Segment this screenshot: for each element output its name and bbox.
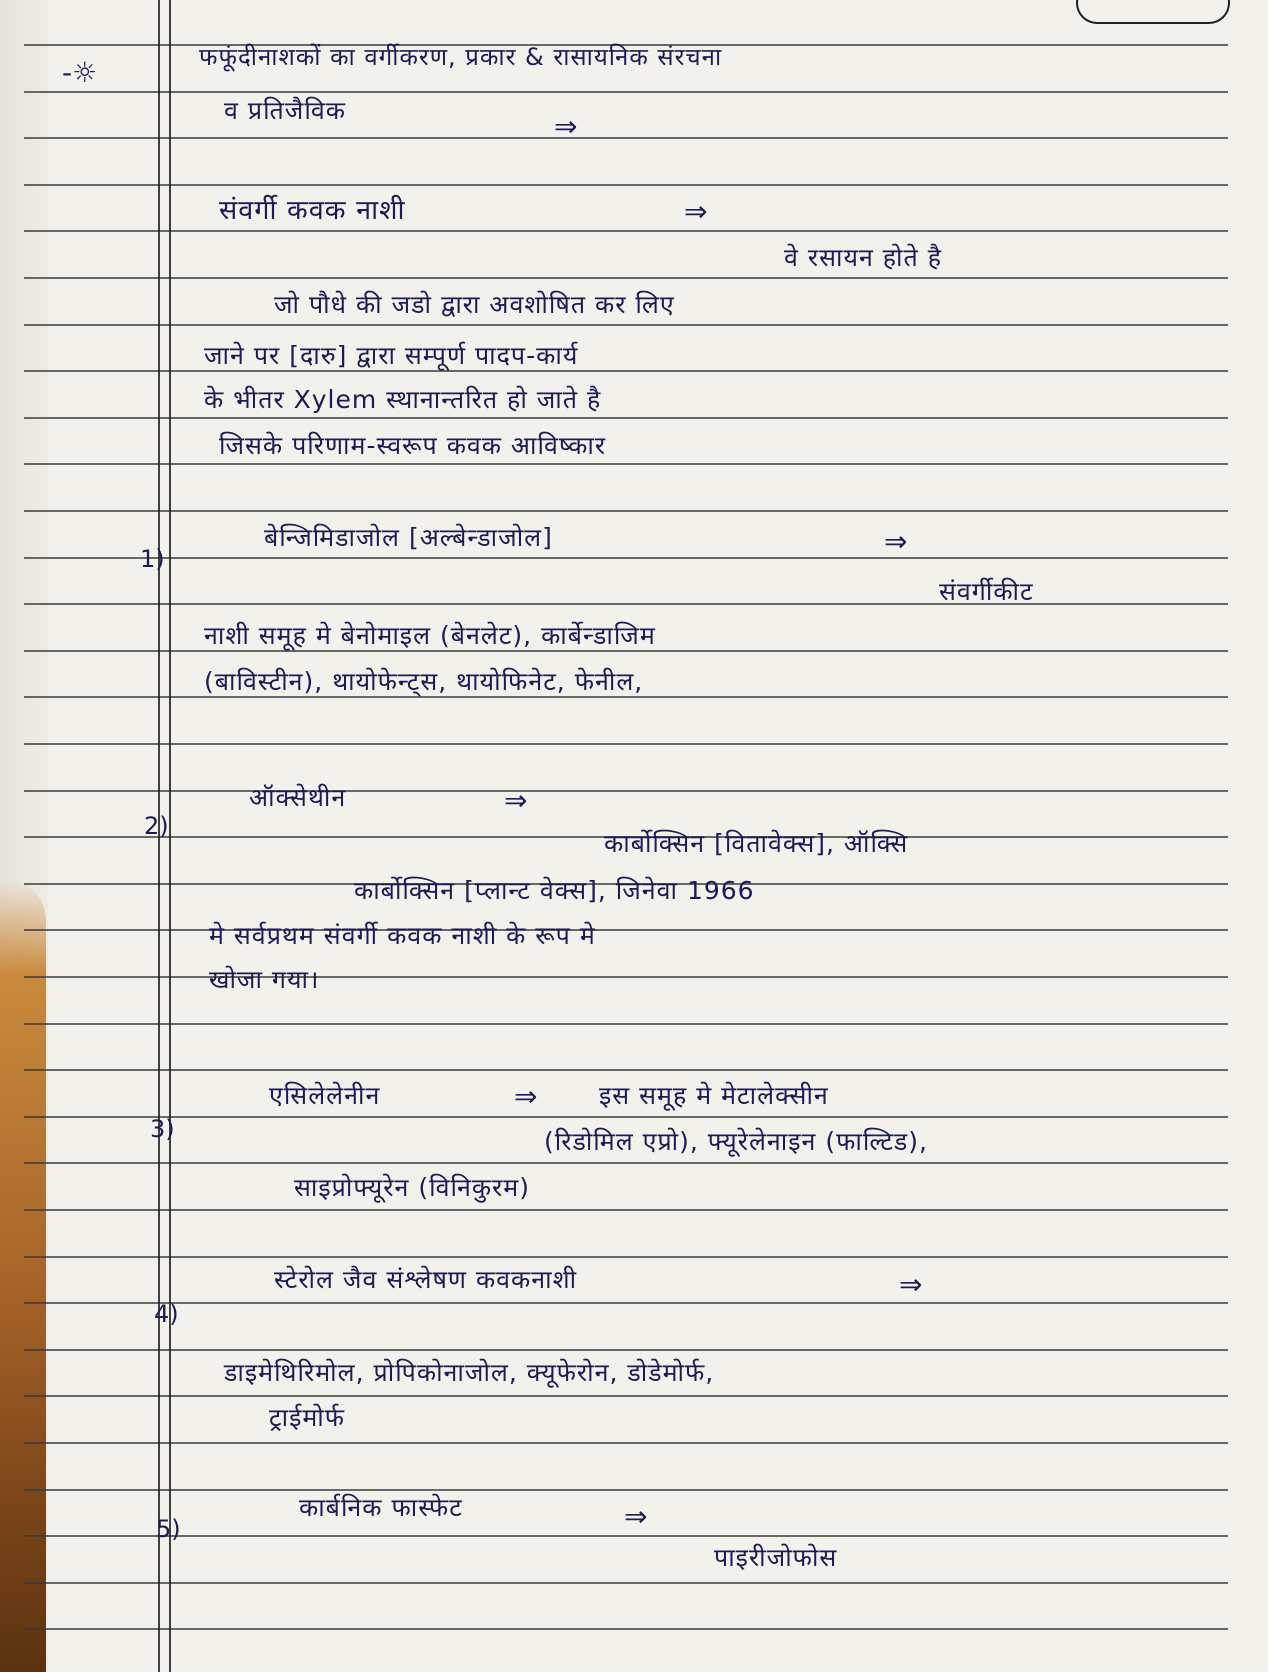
item-arrow: ⇒ (899, 1268, 923, 1301)
systemic-def-5: जिसके परिणाम-स्वरूप कवक आविष्कार (219, 431, 607, 460)
ruled-line (24, 929, 1228, 931)
systemic-def-1: वे रसायन होते है (784, 243, 942, 272)
ruled-line (24, 1628, 1228, 1630)
item-title: स्टेरोल जैव संश्लेषण कवकनाशी (274, 1265, 578, 1294)
item-arrow: ⇒ (884, 525, 908, 558)
ruled-line (24, 1116, 1228, 1118)
ruled-line (24, 1395, 1228, 1397)
item-line: खोजा गया। (209, 965, 320, 994)
item-line: कार्बोक्सिन [प्लान्ट वेक्स], जिनेवा 1966 (354, 876, 755, 905)
item-number: 1) (140, 545, 165, 573)
item-line: ट्राईमोर्फ (269, 1403, 346, 1432)
ruled-line (24, 976, 1228, 978)
ruled-line (24, 557, 1228, 559)
ruled-line (24, 790, 1228, 792)
item-line: मे सर्वप्रथम संवर्गी कवक नाशी के रूप मे (209, 921, 596, 950)
margin-line-inner (169, 0, 171, 1672)
ruled-line (24, 137, 1228, 139)
ruled-line (24, 417, 1228, 419)
item-arrow: ⇒ (504, 784, 528, 817)
item-line: पाइरीजोफोस (714, 1543, 838, 1572)
ruled-line (24, 1209, 1228, 1211)
ruled-line (24, 1256, 1228, 1258)
ruled-line (24, 91, 1228, 93)
ruled-line (24, 230, 1228, 232)
item-line: (रिडोमिल एप्रो), फ्यूरेलेनाइन (फाल्टिड), (544, 1127, 928, 1156)
margin-mark: -☼ (62, 56, 98, 89)
heading-arrow: ⇒ (554, 110, 578, 143)
item-title: ऑक्सेथीन (249, 783, 347, 812)
systemic-arrow: ⇒ (684, 195, 708, 228)
ruled-line (24, 1535, 1228, 1537)
ruled-line (24, 603, 1228, 605)
systemic-def-3: जाने पर [दारु] द्वारा सम्पूर्ण पादप-कार्य (204, 341, 579, 370)
ruled-line (24, 1489, 1228, 1491)
item-title: बेन्जिमिडाजोल [अल्बेन्डाजोल] (264, 523, 553, 552)
item-title: कार्बनिक फास्फेट (299, 1493, 463, 1522)
item-title: एसिलेलेनीन (269, 1081, 381, 1110)
ruled-line (24, 1023, 1228, 1025)
systemic-def-4: के भीतर Xylem स्थानान्तरित हो जाते है (204, 385, 602, 414)
ruled-line (24, 510, 1228, 512)
item-line: डाइमेथिरिमोल, प्रोपिकोनाजोल, क्यूफेरोन, डोडेमोर्फ, (224, 1358, 715, 1387)
item-arrow: ⇒ (624, 1500, 648, 1533)
ruled-line (24, 1442, 1228, 1444)
systemic-title: संवर्गी कवक नाशी (219, 195, 406, 226)
systemic-def-2: जो पौधे की जडो द्वारा अवशोषित कर लिए (274, 290, 675, 319)
ruled-line (24, 463, 1228, 465)
item-line: कार्बोक्सिन [वितावेक्स], ऑक्सि (604, 829, 909, 858)
ruled-line (24, 324, 1228, 326)
ruled-line (24, 1349, 1228, 1351)
item-line: संवर्गीकीट (939, 577, 1034, 606)
item-line: साइप्रोफ्यूरेन (विनिकुरम) (294, 1173, 530, 1202)
heading-line-2: व प्रतिजैविक (224, 96, 346, 125)
ruled-line (24, 277, 1228, 279)
ruled-line (24, 1162, 1228, 1164)
item-arrow: ⇒ (514, 1080, 538, 1113)
item-number: 2) (144, 812, 169, 840)
ruled-line (24, 1069, 1228, 1071)
item-line: नाशी समूह मे बेनोमाइल (बेनलेट), कार्बेन्डाजिम (204, 621, 656, 650)
item-line: (बाविस्टीन), थायोफेन्ट्स, थायोफिनेट, फेनील, (204, 667, 644, 696)
item-line: इस समूह मे मेटालेक्सीन (599, 1081, 829, 1110)
heading-line-1: फफूंदीनाशकों का वर्गीकरण, प्रकार & रासायनिक संरचना (199, 43, 723, 71)
ruled-line (24, 1582, 1228, 1584)
ruled-line (24, 184, 1228, 186)
ruled-line (24, 1302, 1228, 1304)
ruled-line (24, 743, 1228, 745)
item-number: 3) (150, 1115, 175, 1143)
notebook-page (24, 0, 1268, 1672)
corner-doodle (1076, 0, 1230, 24)
item-number: 4) (154, 1300, 179, 1328)
item-number: 5) (156, 1515, 181, 1543)
